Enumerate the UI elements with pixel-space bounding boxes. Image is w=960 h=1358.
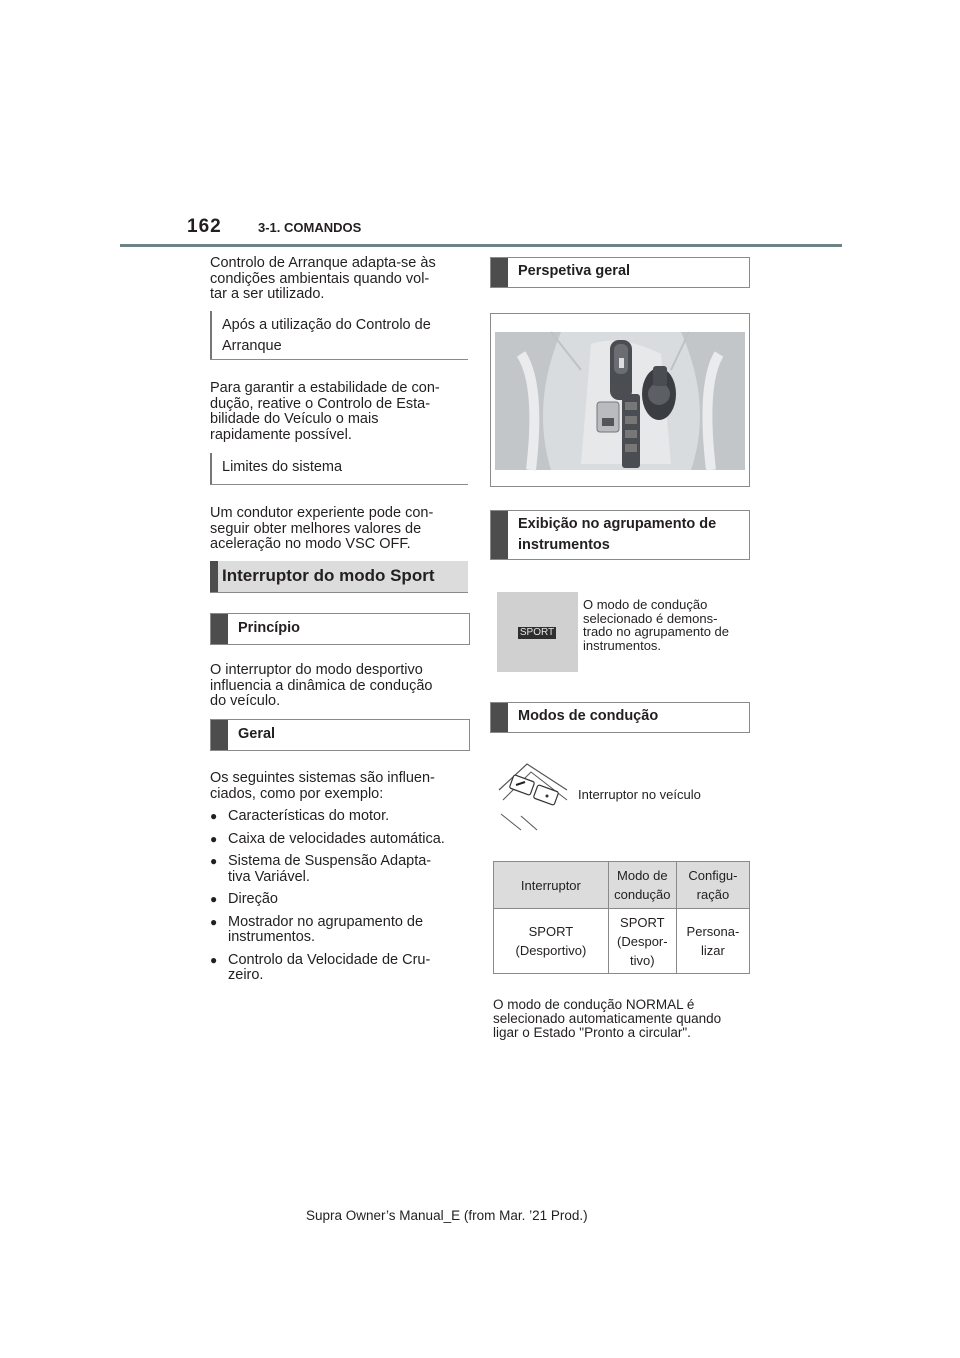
table-cell: Persona- lizar — [676, 909, 749, 974]
switch-caption: Interruptor no veículo — [578, 787, 701, 802]
table-header-cell: Modo de condução — [608, 862, 676, 909]
list-item: ● Caixa de velocidades automática. — [210, 832, 472, 848]
page-number: 162 — [187, 216, 222, 237]
paragraph-launch-control: Controlo de Arranque adapta-se às condições ambientais quando vol- tar a ser utilizado. — [210, 255, 436, 302]
paragraph-normal-mode: O modo de condução NORMAL é selecionado automaticamente quando ligar o Estado "Pronto a circular". — [493, 997, 722, 1040]
heading-system-limits: Limites do sistema — [210, 453, 468, 485]
list-item: ● Direção — [210, 892, 472, 908]
heading-driving-modes: Modos de condução — [490, 702, 750, 733]
heading-after-use: Após a utilização do Controlo de Arranque — [210, 311, 468, 360]
table-header-row — [494, 862, 750, 909]
paragraph-systems: Os seguintes sistemas são influen- ciados, como por exemplo: — [210, 770, 435, 802]
heading-principle: Princípio — [210, 613, 470, 645]
paragraph-sport-influence: O interruptor do modo desportivo influencia a dinâmica de condução do veículo. — [210, 662, 433, 709]
list-item: ● Sistema de Suspensão Adapta- tiva Variável. — [210, 854, 472, 885]
sport-badge: SPORT — [519, 627, 555, 638]
center-console-image — [490, 313, 750, 487]
footer-manual-title: Supra Owner’s Manual_E (from Mar. ’21 Prod.) — [306, 1208, 588, 1223]
cluster-display-image — [497, 592, 578, 672]
list-item: ● Características do motor. — [210, 809, 472, 825]
sport-switch-illustration — [497, 760, 569, 832]
heading-cluster-display: Exibição no agrupamento de instrumentos — [490, 510, 750, 560]
section-sport-switch: Interruptor do modo Sport — [210, 561, 468, 593]
paragraph-stability: Para garantir a estabilidade de con- dução, reative o Controlo de Esta- bilidade do Veículo o mais rapidamente possível. — [210, 380, 440, 443]
list-item: ● Mostrador no agrupamento de instrumentos. — [210, 915, 472, 946]
paragraph-experienced-driver: Um condutor experiente pode con- seguir obter melhores valores de aceleração no modo VSC OFF. — [210, 505, 434, 552]
driving-modes-table — [493, 861, 750, 974]
chapter-title: 3-1. COMANDOS — [258, 220, 362, 235]
display-caption: O modo de condução selecionado é demons- trado no agrupamento de instrumentos. — [583, 597, 729, 653]
heading-overview: Perspetiva geral — [490, 257, 750, 288]
table-cell: SPORT (Desportivo) — [494, 909, 609, 974]
header-rule — [120, 244, 842, 247]
table-cell: SPORT (Despor- tivo) — [608, 909, 676, 974]
switch-image — [497, 760, 569, 832]
list-item: ● Controlo da Velocidade de Cru- zeiro. — [210, 953, 472, 984]
table-header-cell: Configu- ração — [676, 862, 749, 909]
heading-general: Geral — [210, 719, 470, 751]
console-illustration — [491, 314, 749, 486]
table-row — [494, 909, 750, 974]
table-header-cell: Interruptor — [494, 862, 609, 909]
systems-list — [210, 809, 472, 991]
